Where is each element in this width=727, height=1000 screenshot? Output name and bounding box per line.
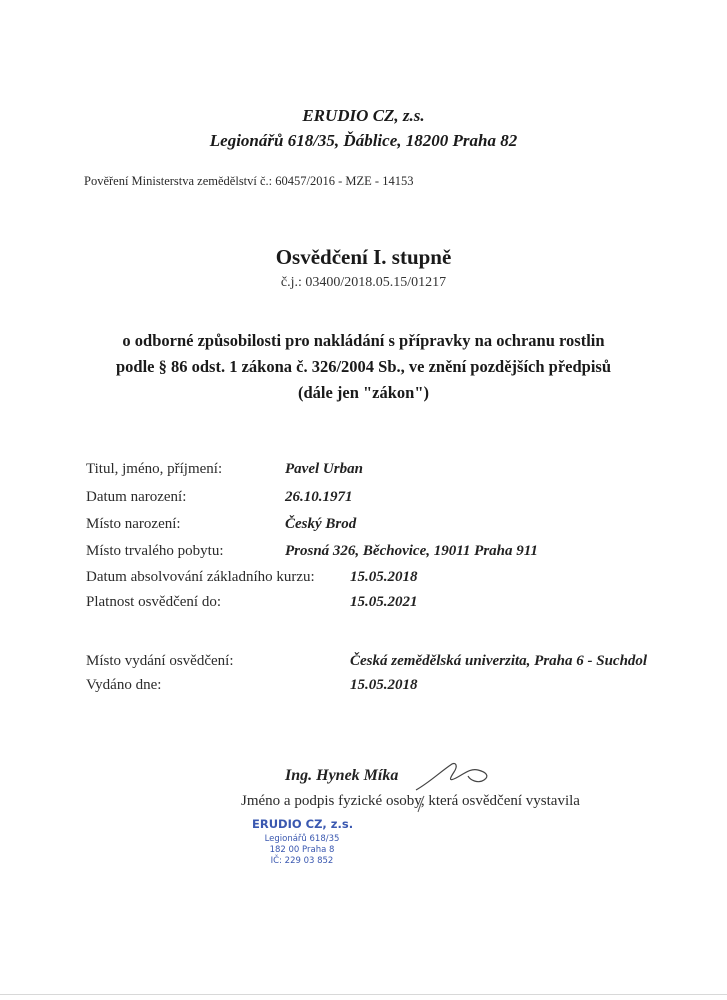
stamp-line-2: Legionářů 618/35 [264, 834, 340, 844]
subject-line-1: o odborné způsobilosti pro nakládání s přípravky na ochranu rostlin [122, 331, 605, 350]
residence-label: Místo trvalého pobytu: [86, 543, 224, 559]
ministry-authorization: Pověření Ministerstva zemědělství č.: 60457/2016 - MZE - 14153 [84, 174, 414, 188]
stamp-line-1: ERUDIO CZ, z.s. [252, 817, 354, 831]
course-date-value: 15.05.2018 [350, 569, 418, 585]
issuer-name: ERUDIO CZ, z.s. [302, 106, 425, 125]
issue-date-value: 15.05.2018 [350, 677, 418, 693]
reference-number: č.j.: 03400/2018.05.15/01217 [280, 275, 447, 290]
signatory-name: Ing. Hynek Míka [285, 767, 399, 784]
organization-stamp [252, 817, 352, 867]
course-date-label: Datum absolvování základního kurzu: [86, 569, 315, 585]
subject-line-3: (dále jen "zákon") [297, 383, 430, 402]
birth-place-value: Český Brod [285, 516, 357, 532]
certificate-title: Osvědčení I. stupně [275, 245, 452, 269]
residence-value: Prosná 326, Běchovice, 19011 Praha 911 [285, 543, 538, 559]
validity-value: 15.05.2021 [350, 594, 418, 610]
validity-label: Platnost osvědčení do: [86, 594, 221, 610]
issue-date-label: Vydáno dne: [86, 677, 162, 693]
stamp-line-3: 182 00 Praha 8 [269, 845, 335, 855]
stamp-line-4: IČ: 229 03 852 [270, 856, 334, 866]
handwritten-signature [412, 752, 502, 822]
signature-caption: Jméno a podpis fyzické osoby, která osvědčení vystavila [241, 793, 580, 809]
holder-name-label: Titul, jméno, příjmení: [86, 461, 223, 477]
issue-place-value: Česká zemědělská univerzita, Praha 6 - Suchdol [350, 653, 648, 669]
holder-name-value: Pavel Urban [285, 461, 363, 477]
subject-line-2: podle § 86 odst. 1 zákona č. 326/2004 Sb., ve znění pozdějších předpisů [115, 357, 612, 376]
birth-date-value: 26.10.1971 [285, 489, 353, 505]
page-edge-divider [0, 994, 727, 995]
birth-place-label: Místo narození: [86, 516, 181, 532]
birth-date-label: Datum narození: [86, 489, 187, 505]
issue-place-label: Místo vydání osvědčení: [86, 653, 234, 669]
issuer-address: Legionářů 618/35, Ďáblice, 18200 Praha 82 [209, 131, 518, 150]
